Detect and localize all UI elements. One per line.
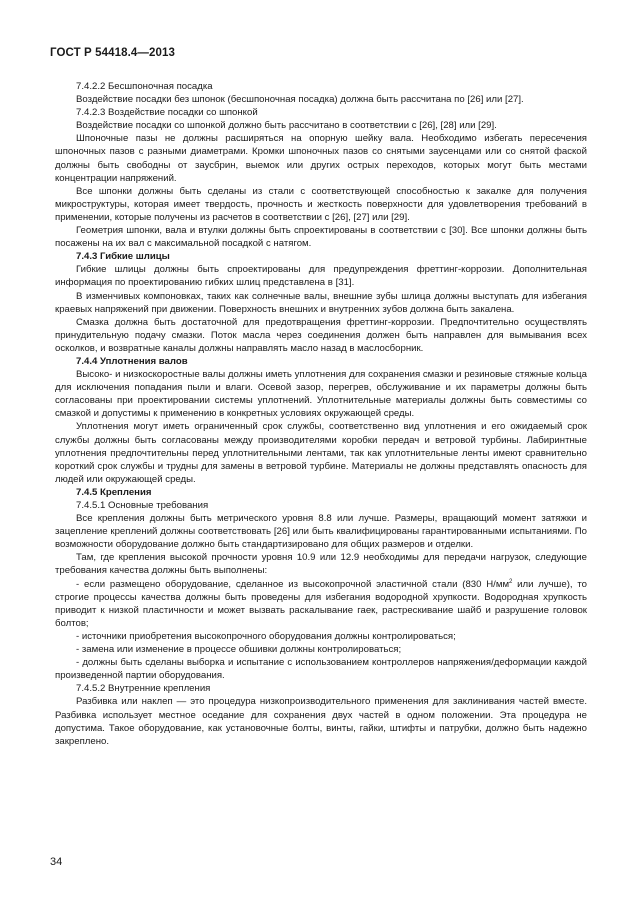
page-number: 34	[50, 856, 63, 868]
document-body	[55, 80, 587, 748]
paragraph: Все шпонки должны быть сделаны из стали с соответствующей способностью к закалке для получения микроструктуры, которая имеет твердость, прочность и жесткость поверхности для удовлетворения требований в применении, которые получены из расчетов в соответствии с [26], [27] или [29].	[55, 185, 587, 223]
superscript: 2	[509, 578, 513, 585]
standard-header: ГОСТ Р 54418.4—2013	[50, 47, 175, 59]
list-item-text: - если размещено оборудование, сделанное из высокопрочной эластичной стали (830 Н/мм	[76, 578, 510, 590]
clause-heading: 7.4.2.3 Воздействие посадки со шпонкой	[76, 107, 258, 119]
section-heading: 7.4.5 Крепления	[76, 486, 152, 498]
section-heading: 7.4.3 Гибкие шлицы	[76, 251, 170, 263]
list-item	[55, 578, 587, 630]
list-item: - источники приобретения высокопрочного оборудования должны контролироваться;	[76, 630, 456, 642]
paragraph: Там, где крепления высокой прочности уровня 10.9 или 12.9 необходимы для передачи нагрузок, следующие требования качества должны быть выполнены:	[55, 552, 587, 577]
list-item: - должны быть сделаны выборка и испытание с использованием контроллеров напряжения/деформации каждой произведенной партии оборудования.	[55, 657, 587, 682]
section-heading: 7.4.4 Уплотнения валов	[76, 355, 188, 367]
clause-heading: 7.4.2.2 Бесшпоночная посадка	[76, 81, 213, 92]
paragraph: Воздействие посадки без шпонок (бесшпоночная посадка) должна быть рассчитана по [26] или [27].	[76, 94, 524, 106]
paragraph: Смазка должна быть достаточной для предотвращения фреттинг-коррозии. Предпочтительно осуществлять принудительную подачу смазки. Поток масла через соединения должен быть направлен для вымывания всех осколков, и возвратные каналы должны направлять масло назад в маслосборник.	[55, 316, 587, 354]
paragraph: Воздействие посадки со шпонкой должно быть рассчитано в соответствии с [26], [28] или [29].	[76, 120, 497, 132]
list-item-text-continued: или лучше), то строгие процессы качества должны быть проведены для избегания водородной хрупкости. Водородная хрупкость приводит к низкой пластичности и может вызвать раскалывание гаек, растрескивание шайб и разрушение головок болтов;	[55, 578, 587, 629]
clause-heading: 7.4.5.1 Основные требования	[76, 500, 209, 511]
paragraph: В изменчивых компоновках, таких как солнечные валы, внешние зубы шлица должны выступать для избегания краевых напряжений при движении. Поверхность внешних и внутренних зубов должна быть закалена.	[55, 290, 587, 315]
paragraph: Геометрия шпонки, вала и втулки должны быть спроектированы в соответствии с [30]. Все шпонки должны быть посажены на их вал с максимальной посадкой с натягом.	[55, 225, 587, 250]
paragraph: Шпоночные пазы не должны расширяться на опорную шейку вала. Необходимо избегать пересечения шпоночных пазов с разными диаметрами. Кромки шпоночных пазов со снятыми заусенцами или со снятой фаской должны быть свободны от заусбрин, выемок или других острых переходов, которых могут быть местами концентрации напряжений.	[55, 133, 587, 184]
list-item: - замена или изменение в процессе обшивки должны контролироваться;	[76, 644, 402, 656]
paragraph: Гибкие шлицы должны быть спроектированы для предупреждения фреттинг-коррозии. Дополнительная информация по проектированию гибких шлиц представлена в [31].	[55, 264, 587, 289]
clause-heading: 7.4.5.2 Внутренние крепления	[76, 683, 211, 695]
paragraph: Уплотнения могут иметь ограниченный срок службы, соответственно вид уплотнения и его ожидаемый срок службы должны быть согласованы между производителями коробки передач и ветровой турбины. Лабиринтные уплотнения предпочтительны перед уплотнительными лентами, так как уплотнительные ленты имеют сравнительно короткий срок службы и трудны для замены в ветровой турбине. Материалы не должны представлять опасность для людей или окружающей среды.	[55, 421, 587, 485]
paragraph: Все крепления должны быть метрического уровня 8.8 или лучше. Размеры, вращающий момент затяжки и зацепление креплений должны соответствовать [26] или быть квалифицированы гарантированными испытаниями. По возможности оборудование должно быть стандартизировано для общих размеров и отделки.	[55, 513, 587, 551]
paragraph: Высоко- и низкоскоростные валы должны иметь уплотнения для сохранения смазки и резиновые стяжные кольца для исключения попадания пыли и влаги. Осевой зазор, перегрев, обслуживание и их параметры должны быть согласованы при проектировании системы уплотнений. Уплотнительные материалы должны быть совместимы со смазкой и допустимы к применению в конкретных условиях окружающей среды.	[55, 369, 587, 420]
paragraph: Разбивка или наклеп — это процедура низкопроизводительного применения для заклинивания частей вместе. Разбивка использует местное оседание для сохранения двух частей в одном положении. Эта процедура не допустима. Такое оборудование, как установочные болты, винты, гайки, штифты и патрубки, должно быть надежно закреплено.	[55, 696, 587, 747]
